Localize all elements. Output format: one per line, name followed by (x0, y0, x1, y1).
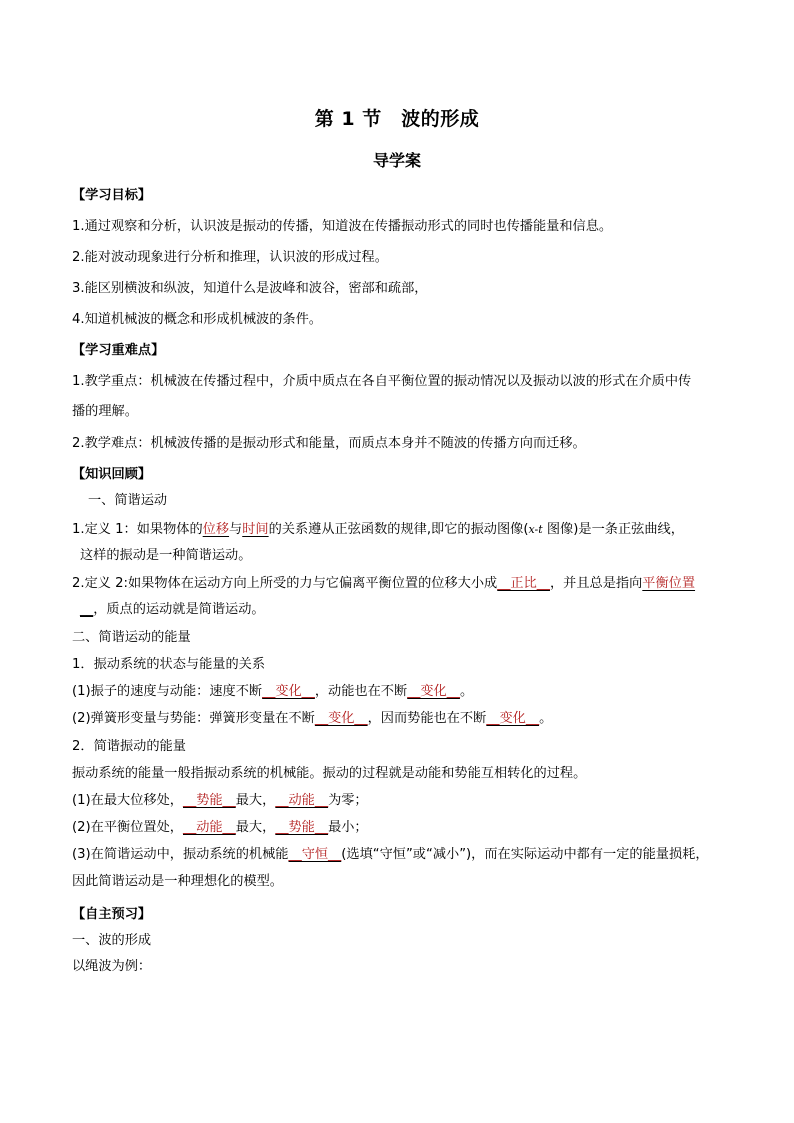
def2-answer-equilibrium: 平衡位置 (642, 576, 696, 591)
energy-item-1 (72, 683, 732, 701)
def1-text-e: 的关系遵从正弦函数的规律,即它的振动图像( (268, 522, 529, 537)
section-heading-goals: 【学习目标】 (72, 188, 152, 203)
section-heading-key-points: 【学习重难点】 (72, 343, 165, 358)
definition-1 (72, 521, 732, 539)
energy-item-2 (72, 710, 732, 728)
preview-line: 以绳波为例： (72, 959, 152, 974)
def2-text-c: ，并且总是指向 (549, 576, 643, 591)
definition-1-continued: 这样的振动是一种简谐运动。 (80, 548, 252, 563)
energy-description: 振动系统的能量一般指振动系统的机械能。振动的过程就是动能和势能互相转化的过程。 (72, 766, 587, 781)
goal-item: 4.知道机械波的概念和形成机械波的条件。 (72, 312, 322, 327)
e3-answer: __守恒__ (288, 847, 342, 862)
energy-subheading-1: 1．振动系统的状态与能量的关系 (72, 657, 266, 672)
def2-blank: __ (80, 602, 94, 617)
p2-text-c: ，因而势能也在不断 (367, 711, 487, 726)
goal-item: 1.通过观察和分析，认识波是振动的传播，知道波在传播振动形式的同时也传播能量和信息。 (72, 219, 613, 234)
definition-2 (72, 575, 732, 593)
section-heading-review: 【知识回顾】 (72, 467, 152, 482)
p2-answer: __变化__ (314, 711, 368, 726)
energy-fill-1 (72, 792, 732, 810)
p1-text-a: (1)振子的速度与动能：速度不断 (72, 684, 263, 699)
p1-text-e: 。 (459, 684, 474, 699)
def2-answer-proportional: __正比__ (497, 576, 550, 591)
def1-text-i: 图像)是一条正弦曲线， (542, 522, 684, 537)
e2-text-a: (2)在平衡位置处， (72, 820, 183, 835)
p2-answer-2: __变化__ (486, 711, 540, 726)
page-subtitle: 导学案 (372, 151, 421, 170)
goal-item: 3.能区别横波和纵波，知道什么是波峰和波谷，密部和疏部， (72, 281, 428, 296)
e2-text-e: 最小； (328, 820, 368, 835)
energy-fill-2 (72, 819, 732, 837)
p2-text-a: (2)弹簧形变量与势能：弹簧形变量在不断 (72, 711, 315, 726)
def1-var-x: x (528, 523, 535, 536)
def2-text-end: ，质点的运动就是简谐运动。 (93, 602, 265, 617)
key-point-line: 2.教学难点：机械波传播的是振动形式和能量，而质点本身并不随波的传播方向而迁移。 (72, 436, 586, 451)
energy-subheading-2: 2．简谐振动的能量 (72, 739, 186, 754)
e1-answer-2: __动能__ (275, 793, 329, 808)
review-subheading-2: 二、简谐运动的能量 (72, 630, 191, 645)
energy-fill-3 (72, 846, 732, 864)
def1-answer-displacement: 位移 (202, 522, 230, 537)
definition-2-continued (80, 601, 740, 619)
goal-item: 2.能对波动现象进行分析和推理，认识波的形成过程。 (72, 250, 388, 265)
def2-text-a: 2.定义 2:如果物体在运动方向上所受的力与它偏离平衡位置的位移大小成 (72, 576, 498, 591)
def1-dash: - (534, 523, 539, 536)
key-point-line: 播的理解。 (72, 404, 138, 419)
def1-text-a: 1.定义 1：如果物体的 (72, 522, 203, 537)
e1-text-e: 为零； (328, 793, 368, 808)
e1-text-c: 最大， (235, 793, 276, 808)
section-heading-preview: 【自主预习】 (72, 907, 152, 922)
energy-fill-3-continued: 因此简谐运动是一种理想化的模型。 (72, 874, 283, 889)
e3-text-c: (选填“守恒”或“减小”)，而在实际运动中都有一定的能量损耗， (341, 847, 709, 862)
key-point-line: 1.教学重点：机械波在传播过程中，介质中质点在各自平衡位置的振动情况以及振动以波的形式在介质中传 (72, 374, 692, 389)
def1-text-c: 与 (229, 522, 243, 537)
e1-text-a: (1)在最大位移处， (72, 793, 183, 808)
p2-text-e: 。 (539, 711, 553, 726)
p1-answer-2: __变化__ (407, 684, 460, 699)
page-title: 第 1 节 波的形成 (314, 108, 480, 130)
e2-text-c: 最大， (235, 820, 276, 835)
e1-answer: __势能__ (183, 793, 236, 808)
def1-answer-time: 时间 (242, 522, 269, 537)
p1-text-c: ，动能也在不断 (314, 684, 408, 699)
review-subheading: 一、简谐运动 (88, 493, 168, 508)
e2-answer-2: __势能__ (275, 820, 329, 835)
p1-answer: __变化__ (262, 684, 315, 699)
def1-var-t: t (538, 523, 543, 536)
preview-subheading: 一、波的形成 (72, 933, 152, 948)
e2-answer: __动能__ (183, 820, 236, 835)
e3-text-a: (3)在简谐运动中，振动系统的机械能 (72, 847, 289, 862)
